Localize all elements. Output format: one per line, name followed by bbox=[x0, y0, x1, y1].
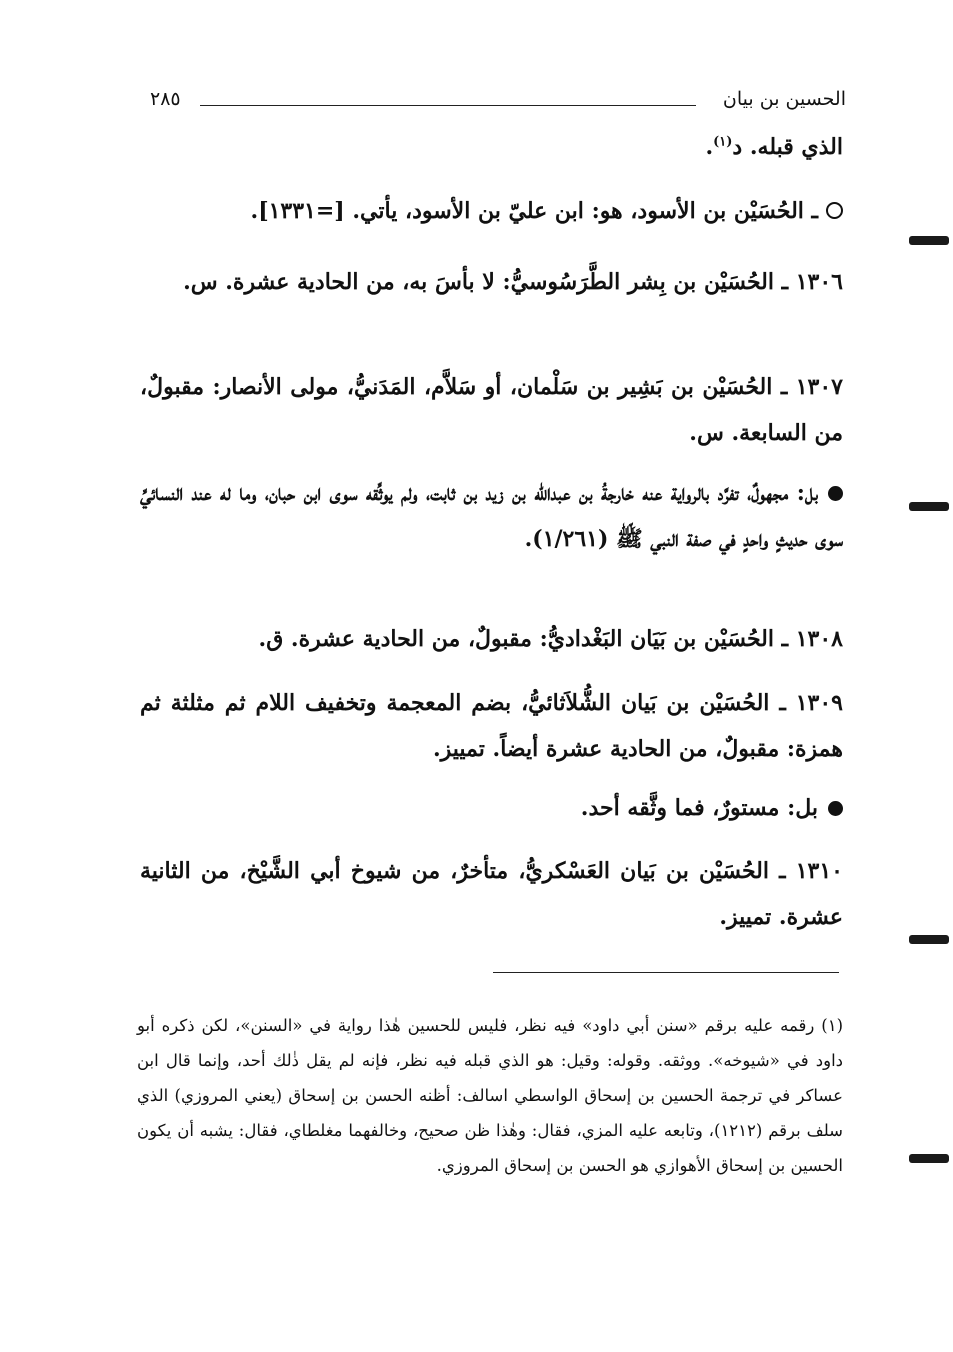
entry-text: ـ الحُسَيْن بن الأسود، هو: ابن عليّ بن الأسود، يأتي. [=١٣٣١]. bbox=[250, 198, 818, 224]
scan-edge-mark bbox=[909, 935, 949, 944]
entry-cross-reference bbox=[140, 188, 843, 234]
entry-text: ١٣٠٧ ـ الحُسَيْن بن بَشِير بن سَلْمان، أو سَلاَّم، المَدَنيُّ، مولى الأنصار: مقبولٌ، من السابعة. س. bbox=[140, 374, 843, 446]
scan-edge-mark bbox=[909, 236, 949, 245]
hollow-circle-icon bbox=[826, 202, 843, 219]
entry-text: الذي قبله. د bbox=[732, 134, 843, 160]
entry-text: ١٣٠٦ ـ الحُسَيْن بن بِشر الطَّرَسُوسيُّ: لا بأسَ به، من الحادية عشرة. س. bbox=[183, 269, 843, 295]
bullet-icon bbox=[828, 801, 843, 816]
entry-1307 bbox=[140, 364, 843, 456]
comment-text: بل: مستورٌ، فما وثَّقه أحد. bbox=[580, 795, 818, 821]
footnote: (١) رقمه عليه برقم «سنن أبي داود» فيه نظر، فليس للحسين هٰذا رواية في «السنن»، لكن ذكره أبو داود في «شيوخه». ووثقه. وقوله: وقيل: هو الذي قبله فيه نظر، فإنه لم يقل ذٰلك أحد، وإنما قال ابن عساكر في ترجمة الحسين بن إسحاق الواسطي اسالف: أظنه الحسن بن إسحاق (يعني المروزي) الذي سلف برقم (١٢١٢)، وتابعه عليه المزي، فقال: وهٰذا ظن صحيح، وخالفهما مغلطاي، فقال: يشبه أن يكون الحسين بن إسحاق الأهوازي هو الحسن بن إسحاق المروزي. bbox=[137, 1016, 843, 1175]
footnote-separator bbox=[493, 972, 839, 973]
footnote-reference: (١) bbox=[713, 134, 733, 150]
comment-text: بل: مجهولٌ، تفرَّد بالرواية عنه خارجةُ بن عبدالله بن زيد بن ثابت، ولم يوثِّقه سوى ابن حبان، وما له عند النسائيِّ سوى حديثٍ واحدٍ في صفة النبي ﷺ (١/٢٦١). bbox=[140, 480, 843, 552]
running-title: الحسين بن بيان bbox=[722, 88, 846, 110]
entry-1310 bbox=[140, 848, 843, 940]
entry-1308 bbox=[140, 616, 843, 662]
header-rule bbox=[200, 105, 696, 106]
entry-1309-comment bbox=[140, 785, 843, 831]
entry-1307-comment bbox=[140, 470, 843, 562]
entry-text: ١٣١٠ ـ الحُسَيْن بن بَيان العَسْكريُّ، متأخرٌ، من شيوخ أبي الشَّيْخ، من الثانية عشرة. تمييز. bbox=[140, 858, 843, 930]
entry-1306 bbox=[140, 259, 843, 305]
scan-edge-mark bbox=[909, 1154, 949, 1163]
bullet-icon bbox=[828, 486, 843, 501]
entry-tail: . bbox=[705, 134, 714, 160]
entry-text: ١٣٠٩ ـ الحُسَيْن بن بَيان الشُّلاَثائيُّ، بضم المعجمة وتخفيف اللام ثم مثلثة ثم همزة: مقبولٌ، من الحادية عشرة أيضاً. تمييز. bbox=[140, 690, 843, 762]
entry-1309 bbox=[140, 680, 843, 772]
entry-continuation bbox=[140, 124, 843, 170]
page-header bbox=[150, 84, 846, 118]
scan-edge-mark bbox=[909, 502, 949, 511]
entry-text: ١٣٠٨ ـ الحُسَيْن بن بَيَان البَغْداديُّ: مقبولٌ، من الحادية عشرة. ق. bbox=[258, 626, 843, 652]
page-number: ٢٨٥ bbox=[150, 88, 181, 110]
